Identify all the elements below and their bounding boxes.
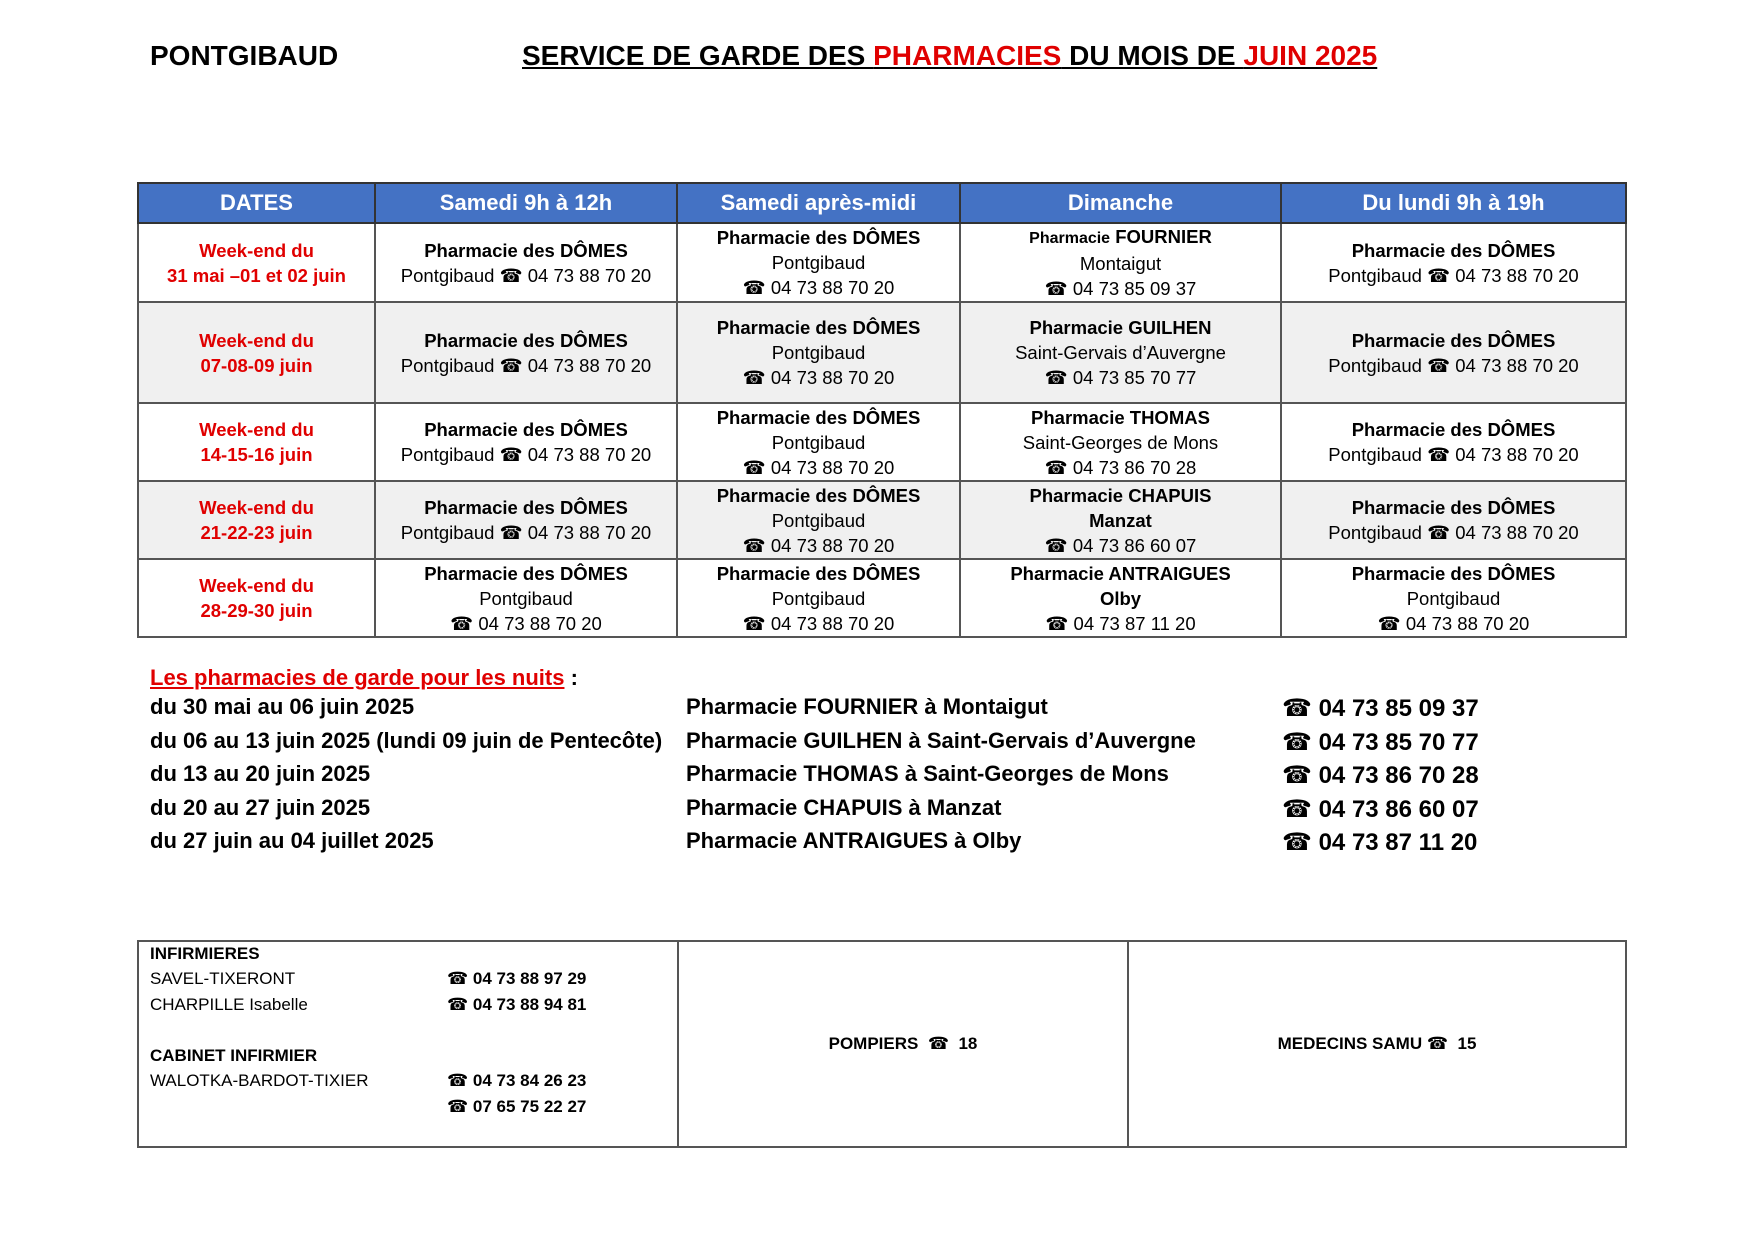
night-phone: 04 73 86 70 28	[1318, 762, 1479, 789]
phone-icon: ☎	[742, 534, 766, 556]
phone-icon: ☎	[1282, 795, 1312, 823]
firefighters-label: POMPIERS	[828, 1034, 919, 1053]
phone-icon: ☎	[1427, 354, 1451, 376]
date-label: Week-end du	[199, 419, 314, 440]
firefighters-cell	[678, 941, 1128, 1147]
pharmacy-town: Pontgibaud	[1328, 354, 1422, 376]
pharmacy-phone: 04 73 88 70 20	[1455, 522, 1579, 543]
pharmacy-phone: 04 73 88 70 20	[770, 367, 895, 388]
night-pharmacy: Pharmacie THOMAS à Saint-Georges de Mons	[686, 761, 1169, 786]
title-part-2: DU MOIS DE	[1061, 40, 1244, 71]
pharmacy-town: Pontgibaud	[400, 444, 495, 465]
phone-icon: ☎	[1426, 1034, 1449, 1053]
header-sunday: Dimanche	[960, 183, 1281, 223]
pharmacy-name: Pharmacie des DÔMES	[716, 562, 921, 584]
doctors-cell	[1128, 941, 1626, 1147]
schedule-header-row	[138, 183, 1626, 223]
night-phone: 04 73 86 60 07	[1318, 795, 1479, 823]
pharmacy-name: Pharmacie ANTRAIGUES	[1010, 562, 1231, 584]
title-highlight-pharmacies: PHARMACIES	[873, 40, 1062, 71]
phone-icon: ☎	[499, 444, 523, 465]
pharmacy-name: Pharmacie des DÔMES	[1351, 239, 1556, 261]
nights-section-title	[150, 665, 578, 691]
title-part-1: SERVICE DE GARDE DES	[522, 40, 874, 71]
header-weekday: Du lundi 9h à 19h	[1281, 183, 1626, 223]
night-phone: 04 73 87 11 20	[1318, 829, 1478, 856]
pharmacy-town: Pontgibaud	[400, 354, 495, 376]
cabinet-phone: 04 73 84 26 23	[472, 1071, 587, 1090]
list-item	[150, 728, 1550, 762]
saturday-afternoon-cell	[677, 481, 960, 559]
pharmacy-town: Pontgibaud	[1406, 587, 1501, 609]
pharmacy-name: Pharmacie CHAPUIS	[1029, 484, 1212, 506]
header-saturday-morning: Samedi 9h à 12h	[375, 183, 677, 223]
pharmacy-phone: 04 73 88 70 20	[527, 522, 652, 543]
cabinet-title: CABINET INFIRMIER	[150, 1046, 318, 1065]
contacts-table	[137, 940, 1627, 1148]
pharmacy-name: Pharmacie des DÔMES	[716, 227, 921, 248]
pharmacy-town: Pontgibaud	[1328, 522, 1422, 543]
phone-icon: ☎	[1044, 456, 1068, 478]
nights-title-text: Les pharmacies de garde pour les nuits	[150, 665, 565, 690]
table-row	[138, 481, 1626, 559]
nurse-phone: 04 73 88 97 29	[472, 969, 587, 988]
phone-icon: ☎	[1282, 829, 1312, 856]
phone-icon: ☎	[1044, 534, 1068, 556]
date-range: 28-29-30 juin	[200, 600, 313, 621]
pharmacy-town: Pontgibaud	[400, 264, 495, 286]
nurse-name: CHARPILLE Isabelle	[150, 995, 308, 1014]
saturday-afternoon-cell	[677, 302, 960, 403]
header-dates: DATES	[138, 183, 375, 223]
table-row	[138, 403, 1626, 481]
pharmacy-name: Pharmacie THOMAS	[1031, 406, 1210, 428]
firefighters-number: 18	[958, 1034, 978, 1053]
pharmacy-phone: 04 73 88 70 20	[1455, 444, 1579, 465]
nurse-name: SAVEL-TIXERONT	[150, 969, 296, 988]
night-phone: 04 73 85 09 37	[1318, 695, 1479, 722]
pharmacy-phone: 04 73 88 70 20	[1405, 612, 1530, 634]
phone-icon: ☎	[1282, 762, 1312, 789]
night-period: du 27 juin au 04 juillet 2025	[150, 828, 434, 853]
phone-icon: ☎	[1282, 728, 1312, 756]
saturday-morning-cell	[375, 223, 677, 302]
phone-icon: ☎	[1377, 612, 1401, 634]
pharmacy-phone: 04 73 88 70 20	[527, 264, 652, 286]
pharmacy-phone: 04 73 88 70 20	[1455, 264, 1579, 286]
date-label: Week-end du	[199, 575, 314, 596]
date-range: 07-08-09 juin	[200, 354, 313, 376]
date-label: Week-end du	[199, 497, 314, 518]
phone-icon: ☎	[450, 612, 474, 634]
sunday-cell	[960, 559, 1281, 637]
night-period: du 06 au 13 juin 2025 (lundi 09 juin de Pentecôte)	[150, 727, 663, 753]
weekday-cell	[1281, 559, 1626, 637]
phone-icon: ☎	[447, 1097, 469, 1116]
date-cell	[138, 302, 375, 403]
list-item	[150, 761, 1550, 795]
saturday-morning-cell	[375, 481, 677, 559]
table-row	[138, 559, 1626, 637]
phone-icon: ☎	[499, 522, 523, 543]
pharmacy-town: Pontgibaud	[1328, 264, 1422, 286]
pharmacy-name: Pharmacie des DÔMES	[1351, 329, 1556, 351]
pharmacy-town: Saint-Gervais d’Auvergne	[1015, 342, 1226, 363]
pharmacy-name: Pharmacie des DÔMES	[716, 317, 921, 338]
phone-icon: ☎	[1427, 522, 1451, 543]
nurses-cell	[138, 941, 678, 1147]
pharmacy-town: Montaigut	[1079, 253, 1162, 274]
date-label: Week-end du	[199, 239, 314, 261]
pharmacy-town: Manzat	[1089, 509, 1152, 531]
pharmacy-name: Pharmacie des DÔMES	[1351, 562, 1556, 584]
pharmacy-name: FOURNIER	[1115, 226, 1212, 247]
night-period: du 13 au 20 juin 2025	[150, 761, 371, 786]
phone-icon: ☎	[742, 612, 766, 634]
phone-icon: ☎	[1427, 264, 1451, 286]
pharmacy-town: Pontgibaud	[771, 431, 866, 453]
phone-icon: ☎	[499, 354, 523, 376]
date-label: Week-end du	[199, 329, 314, 351]
pharmacy-phone: 04 73 88 70 20	[527, 444, 652, 465]
pharmacy-town: Pontgibaud	[400, 522, 495, 543]
phone-icon: ☎	[1427, 444, 1451, 465]
pharmacy-phone: 04 73 88 70 20	[478, 612, 602, 634]
phone-icon: ☎	[447, 969, 469, 988]
pharmacy-name: Pharmacie des DÔMES	[716, 484, 921, 506]
phone-icon: ☎	[927, 1034, 949, 1053]
saturday-afternoon-cell	[677, 223, 960, 302]
list-item	[150, 828, 1550, 862]
table-row	[138, 223, 1626, 302]
phone-icon: ☎	[499, 264, 523, 286]
saturday-afternoon-cell	[677, 403, 960, 481]
saturday-afternoon-cell	[677, 559, 960, 637]
saturday-morning-cell	[375, 302, 677, 403]
date-cell	[138, 403, 375, 481]
pharmacy-town: Pontgibaud	[771, 587, 866, 609]
pharmacy-name: Pharmacie des DÔMES	[424, 419, 628, 440]
nights-title-suffix: :	[564, 665, 578, 690]
night-pharmacy: Pharmacie ANTRAIGUES à Olby	[686, 828, 1022, 853]
saturday-morning-cell	[375, 559, 677, 637]
nights-list	[150, 694, 1550, 862]
list-item	[150, 694, 1550, 728]
doctors-number: 15	[1457, 1034, 1477, 1053]
saturday-morning-cell	[375, 403, 677, 481]
phone-icon: ☎	[742, 456, 766, 478]
date-cell	[138, 481, 375, 559]
pharmacy-town: Saint-Georges de Mons	[1022, 431, 1219, 453]
sunday-cell	[960, 403, 1281, 481]
sunday-cell	[960, 223, 1281, 302]
pharmacy-name: Pharmacie des DÔMES	[424, 497, 628, 518]
pharmacy-town: Pontgibaud	[1328, 444, 1422, 465]
date-range: 31 mai –01 et 02 juin	[167, 264, 346, 286]
pharmacy-phone: 04 73 85 09 37	[1072, 278, 1197, 299]
cabinet-name: WALOTKA-BARDOT-TIXIER	[150, 1071, 369, 1090]
pharmacy-phone: 04 73 87 11 20	[1073, 612, 1196, 634]
night-period: du 20 au 27 juin 2025	[150, 794, 371, 820]
pharmacy-town: Olby	[1099, 587, 1142, 609]
phone-icon: ☎	[742, 367, 766, 388]
weekday-cell	[1281, 481, 1626, 559]
sunday-cell	[960, 302, 1281, 403]
table-row	[138, 302, 1626, 403]
doctors-label: MEDECINS SAMU	[1277, 1034, 1423, 1053]
pharmacy-phone: 04 73 88 70 20	[770, 456, 895, 478]
pharmacy-name: Pharmacie des DÔMES	[1351, 497, 1556, 518]
page-title	[522, 40, 1377, 72]
weekday-cell	[1281, 302, 1626, 403]
pharmacy-name: Pharmacie GUILHEN	[1029, 317, 1212, 338]
header-saturday-afternoon: Samedi après-midi	[677, 183, 960, 223]
pharmacy-name: Pharmacie des DÔMES	[424, 239, 628, 261]
phone-icon: ☎	[447, 1071, 469, 1090]
weekday-cell	[1281, 403, 1626, 481]
pharmacy-phone: 04 73 88 70 20	[527, 354, 652, 376]
pharmacy-phone: 04 73 86 70 28	[1072, 456, 1197, 478]
pharmacy-phone: 04 73 88 70 20	[770, 534, 895, 556]
nurse-phone: 04 73 88 94 81	[472, 995, 587, 1014]
night-pharmacy: Pharmacie FOURNIER à Montaigut	[686, 694, 1048, 719]
pharmacy-name: Pharmacie des DÔMES	[424, 329, 628, 351]
pharmacy-name: Pharmacie des DÔMES	[424, 562, 628, 584]
pharmacy-town: Pontgibaud	[771, 342, 866, 363]
phone-icon: ☎	[742, 277, 766, 298]
list-item	[150, 795, 1550, 829]
pharmacy-town: Pontgibaud	[771, 252, 866, 273]
pharmacy-phone: 04 73 85 70 77	[1072, 367, 1197, 388]
phone-icon: ☎	[1044, 278, 1068, 299]
phone-icon: ☎	[1282, 695, 1312, 722]
pharmacy-phone: 04 73 88 70 20	[1455, 354, 1579, 376]
phone-icon: ☎	[447, 995, 469, 1014]
phone-icon: ☎	[1045, 612, 1069, 634]
date-range: 14-15-16 juin	[200, 444, 313, 465]
date-range: 21-22-23 juin	[200, 522, 313, 543]
night-pharmacy: Pharmacie GUILHEN à Saint-Gervais d’Auvergne	[686, 727, 1196, 753]
pharmacy-name-prefix: Pharmacie	[1029, 230, 1111, 247]
sunday-cell	[960, 481, 1281, 559]
night-period: du 30 mai au 06 juin 2025	[150, 694, 415, 719]
pharmacy-town: Pontgibaud	[771, 509, 866, 531]
schedule-table	[137, 182, 1627, 638]
date-cell	[138, 223, 375, 302]
pharmacy-phone: 04 73 88 70 20	[770, 277, 895, 298]
town-name: PONTGIBAUD	[150, 40, 339, 71]
weekday-cell	[1281, 223, 1626, 302]
pharmacy-name: Pharmacie des DÔMES	[716, 406, 921, 428]
phone-icon: ☎	[1044, 367, 1068, 388]
title-highlight-month: JUIN 2025	[1243, 40, 1378, 71]
date-cell	[138, 559, 375, 637]
cabinet-phone: 07 65 75 22 27	[472, 1097, 587, 1116]
night-phone: 04 73 85 70 77	[1318, 728, 1479, 756]
pharmacy-name: Pharmacie des DÔMES	[1351, 419, 1556, 440]
pharmacy-phone: 04 73 86 60 07	[1072, 534, 1197, 556]
pharmacy-phone: 04 73 88 70 20	[770, 612, 895, 634]
nurses-title: INFIRMIERES	[150, 944, 260, 963]
night-pharmacy: Pharmacie CHAPUIS à Manzat	[686, 794, 1002, 820]
pharmacy-town: Pontgibaud	[479, 587, 573, 609]
